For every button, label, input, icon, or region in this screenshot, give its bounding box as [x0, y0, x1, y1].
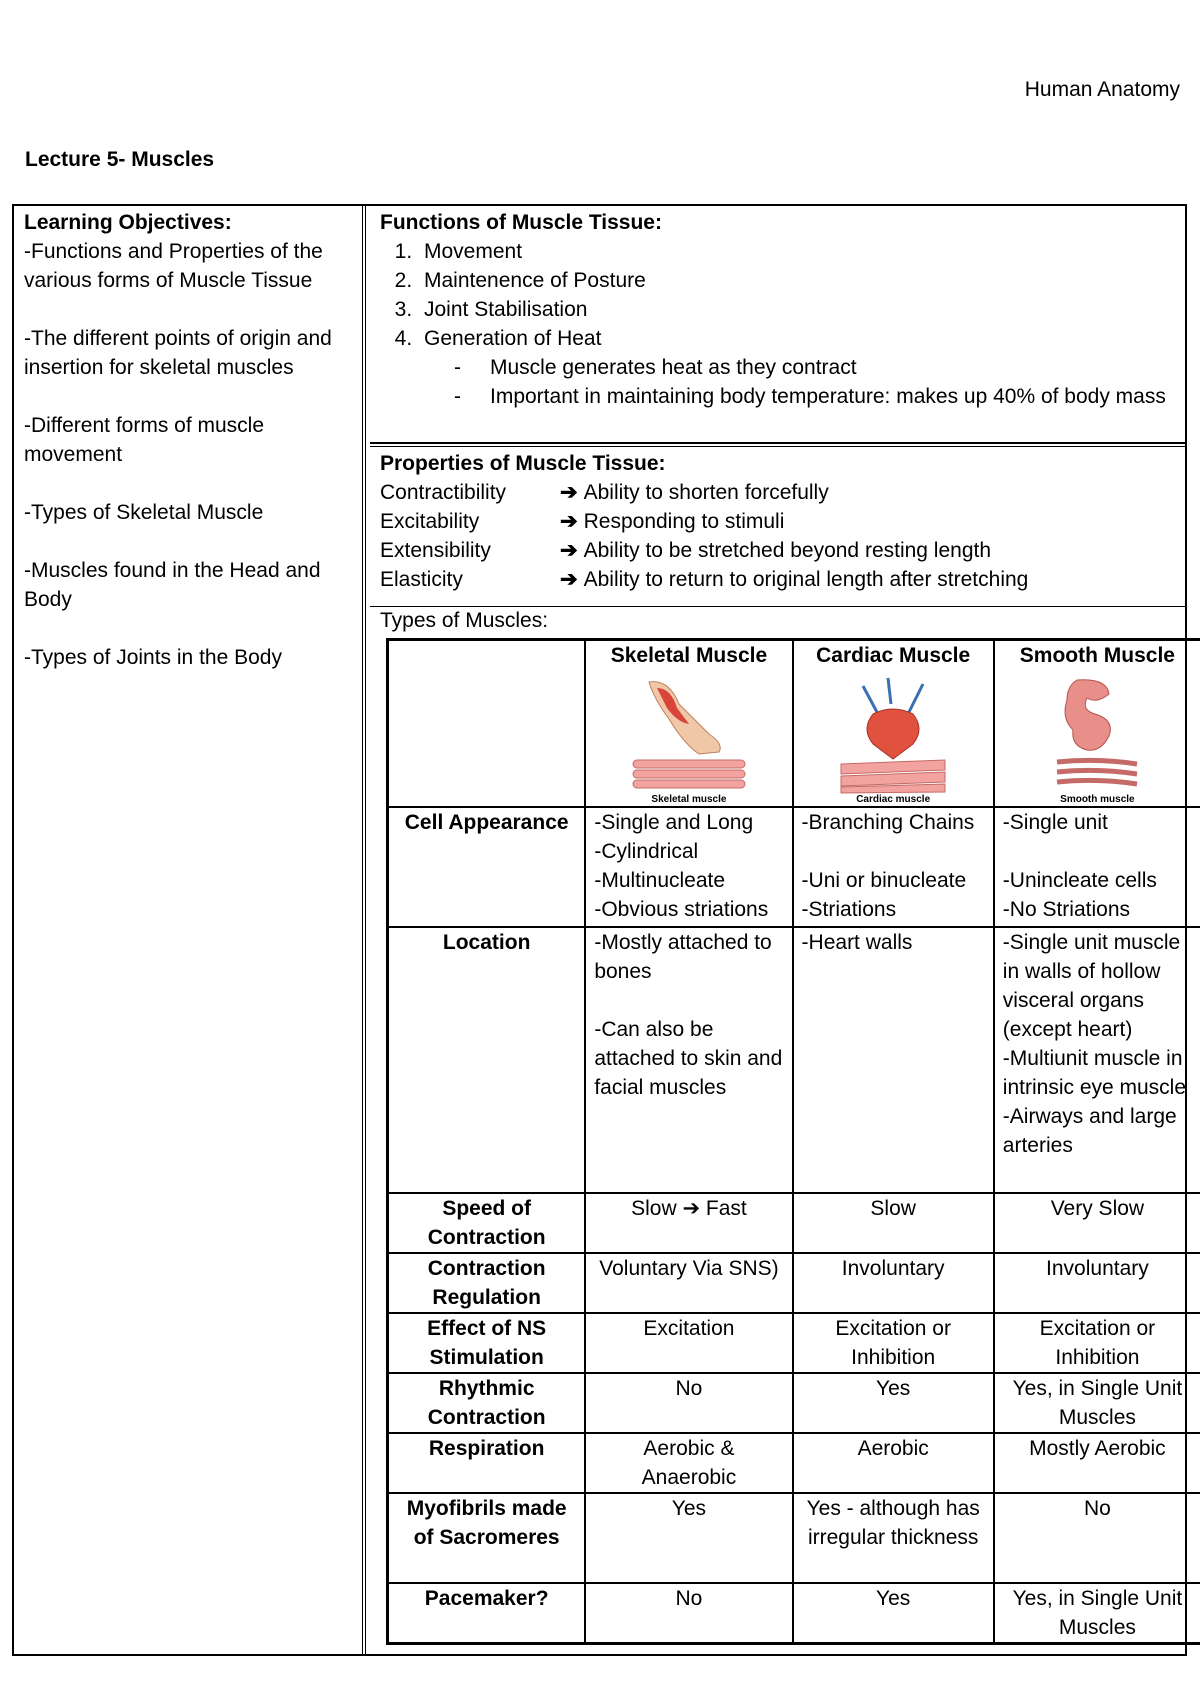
- table-cell: Excitation: [585, 1313, 792, 1373]
- table-cell: No: [585, 1583, 792, 1644]
- objective-item: -Functions and Properties of the various forms of Muscle Tissue: [24, 240, 323, 292]
- table-cell: -Mostly attached to bones -Can also be attached to skin and facial muscles: [585, 927, 792, 1193]
- function-item: 3. Joint Stabilisation: [418, 295, 1175, 324]
- property-row: [380, 536, 1175, 565]
- table-row: [388, 1253, 1200, 1313]
- property-desc: Ability to shorten forcefully: [583, 481, 829, 504]
- table-row: [388, 807, 1200, 927]
- table-header-row: [388, 640, 1200, 808]
- function-item: 2. Maintenence of Posture: [418, 266, 1175, 295]
- heat-details-list: [380, 353, 1175, 411]
- table-cell: Mostly Aerobic: [994, 1433, 1200, 1493]
- table-cell: Aerobic: [793, 1433, 994, 1493]
- properties-section: [370, 446, 1185, 606]
- table-corner-cell: [388, 640, 586, 808]
- table-cell: Very Slow: [994, 1193, 1200, 1253]
- column-cardiac: [793, 640, 994, 808]
- table-cell: No: [585, 1373, 792, 1433]
- table-row: [388, 1193, 1200, 1253]
- objective-item: -Types of Joints in the Body: [24, 646, 282, 669]
- table-cell: Excitation or Inhibition: [793, 1313, 994, 1373]
- right-column: [370, 206, 1185, 1654]
- row-label: Rhythmic Contraction: [388, 1373, 586, 1433]
- lecture-title: Lecture 5- Muscles: [25, 148, 215, 171]
- smooth-muscle-illustration: [1037, 674, 1157, 794]
- document-header: Human Anatomy: [1024, 78, 1180, 101]
- column-heading: Skeletal Muscle: [610, 644, 768, 667]
- row-label: Pacemaker?: [388, 1583, 586, 1644]
- objective-item: -Types of Skeletal Muscle: [24, 501, 264, 524]
- cardiac-muscle-illustration: [833, 674, 953, 794]
- row-label: Myofibrils made of Sacromeres: [388, 1493, 586, 1583]
- row-label: Effect of NS Stimulation: [388, 1313, 586, 1373]
- table-cell: -Branching Chains -Uni or binucleate -Striations: [793, 807, 994, 927]
- property-term: Excitability: [380, 510, 480, 533]
- objective-item: -Muscles found in the Head and Body: [24, 559, 321, 611]
- objective-item: -The different points of origin and insertion for skeletal muscles: [24, 327, 332, 379]
- arrow-icon: ➔: [560, 568, 578, 591]
- function-item: 1. Movement: [418, 237, 1175, 266]
- property-row: [380, 478, 1175, 507]
- column-smooth: [994, 640, 1200, 808]
- heat-detail: - Important in maintaining body temperature: makes up 40% of body mass: [490, 382, 1175, 411]
- objective-item: -Different forms of muscle movement: [24, 414, 265, 466]
- illustration-caption: Skeletal muscle: [651, 794, 727, 805]
- table-row: [388, 1493, 1200, 1583]
- column-heading: Smooth Muscle: [1019, 644, 1175, 667]
- column-heading: Cardiac Muscle: [816, 644, 971, 667]
- table-cell: Yes: [793, 1373, 994, 1433]
- table-row: [388, 1433, 1200, 1493]
- table-cell: Yes: [585, 1493, 792, 1583]
- table-cell: Aerobic & Anaerobic: [585, 1433, 792, 1493]
- table-cell: No: [994, 1493, 1200, 1583]
- table-cell: Excitation or Inhibition: [994, 1313, 1200, 1373]
- illustration-caption: Smooth muscle: [1060, 794, 1135, 805]
- properties-heading: Properties of Muscle Tissue:: [380, 452, 666, 475]
- property-row: [380, 507, 1175, 536]
- functions-list: [380, 237, 1175, 353]
- table-cell: -Single unit muscle in walls of hollow visceral organs (except heart) -Multiunit muscle in intrinsic eye muscle -Airways and large arteries: [994, 927, 1200, 1193]
- table-row: [388, 1313, 1200, 1373]
- table-row: [388, 927, 1200, 1193]
- objectives-heading: Learning Objectives:: [24, 211, 232, 234]
- arrow-icon: ➔: [560, 510, 578, 533]
- table-row: [388, 1583, 1200, 1644]
- property-desc: Ability to be stretched beyond resting length: [583, 539, 992, 562]
- row-label: Respiration: [388, 1433, 586, 1493]
- table-cell: Yes: [793, 1583, 994, 1644]
- row-label: Location: [388, 927, 586, 1193]
- functions-section: [370, 206, 1185, 444]
- row-label: Contraction Regulation: [388, 1253, 586, 1313]
- arrow-icon: ➔: [560, 539, 578, 562]
- property-desc: Ability to return to original length after stretching: [583, 568, 1029, 591]
- functions-heading: Functions of Muscle Tissue:: [380, 211, 662, 234]
- row-label: Cell Appearance: [388, 807, 586, 927]
- table-cell: -Single and Long -Cylindrical -Multinucleate -Obvious striations: [585, 807, 792, 927]
- row-label: Speed of Contraction: [388, 1193, 586, 1253]
- heat-detail: - Muscle generates heat as they contract: [490, 353, 1175, 382]
- property-desc: Responding to stimuli: [583, 510, 785, 533]
- learning-objectives: [14, 206, 366, 1654]
- property-term: Contractibility: [380, 481, 507, 504]
- function-item: [418, 324, 1175, 353]
- types-label: Types of Muscles:: [370, 606, 1185, 635]
- property-term: Elasticity: [380, 568, 463, 591]
- table-cell: Yes, in Single Unit Muscles: [994, 1583, 1200, 1644]
- function-item-text: Generation of Heat: [424, 327, 602, 350]
- content-frame: [12, 204, 1187, 1656]
- illustration-caption: Cardiac muscle: [856, 794, 931, 805]
- property-row: [380, 565, 1175, 594]
- table-cell: Involuntary: [793, 1253, 994, 1313]
- table-cell: -Single unit -Unincleate cells -No Striations: [994, 807, 1200, 927]
- column-skeletal: [585, 640, 792, 808]
- arrow-icon: ➔: [560, 481, 578, 504]
- skeletal-muscle-illustration: [629, 674, 749, 794]
- table-cell: Slow: [793, 1193, 994, 1253]
- table-cell: Yes, in Single Unit Muscles: [994, 1373, 1200, 1433]
- table-row: [388, 1373, 1200, 1433]
- table-cell: Yes - although has irregular thickness: [793, 1493, 994, 1583]
- property-term: Extensibility: [380, 539, 491, 562]
- table-cell: Slow ➔ Fast: [585, 1193, 792, 1253]
- table-cell: -Heart walls: [793, 927, 994, 1193]
- table-cell: Voluntary Via SNS): [585, 1253, 792, 1313]
- table-cell: Involuntary: [994, 1253, 1200, 1313]
- muscle-types-table: [386, 638, 1200, 1645]
